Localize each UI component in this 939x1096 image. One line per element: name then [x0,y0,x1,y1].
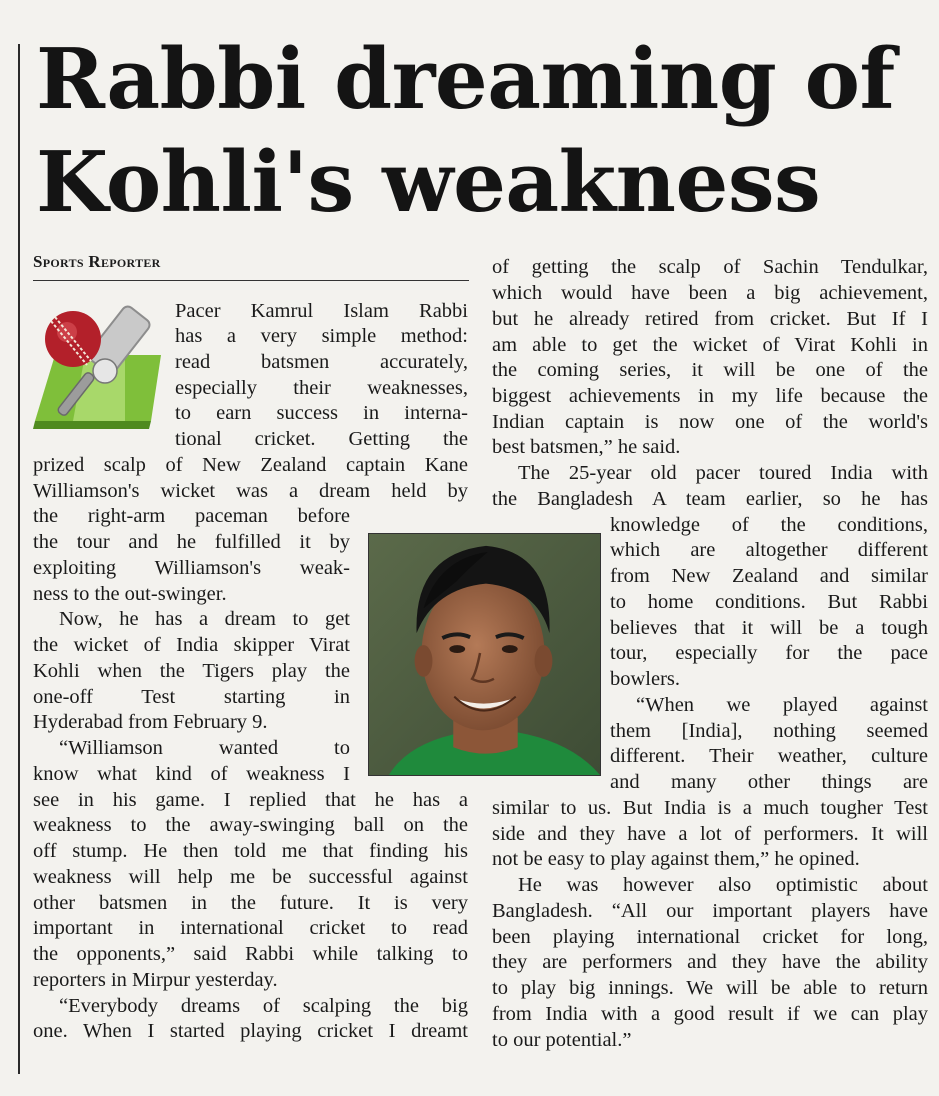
col1-line: Hyderabad from February 9. [33,711,268,734]
col2-line: side and they have a lot of performers. It will [492,822,928,845]
col1-line: especially their weaknesses, [175,376,468,399]
col1-line: prized scalp of New Zealand captain Kane [33,453,468,476]
col2-line: knowledge of the conditions, [610,513,928,536]
byline: Sports Reporter [33,252,469,281]
col2-line: which are altogether different [610,539,928,562]
col1-line: tional cricket. Getting the [175,428,468,451]
col2-line: tour, especially for the pace [610,642,928,665]
col2-line: been playing international cricket for long, [492,925,928,948]
col1-line: reporters in Mirpur yesterday. [33,968,278,991]
col1-line: exploiting Williamson's weak- [33,556,350,579]
col2-line: similar to us. But India is a much tougher Test [492,796,928,819]
col1-line: the tour and he fulfilled it by [33,531,350,554]
col1-line: know what kind of weakness I [33,762,350,785]
col1-line: read batsmen accurately, [175,351,468,373]
col2-line: Indian captain is now one of the world's [492,410,928,433]
headline-line-2: Kohli's weakness [36,133,821,231]
col2-line: the coming series, it will be one of the [492,359,928,382]
col1-line: “Williamson wanted to [59,737,350,760]
col1-line: weakness will help me be successful against [33,865,468,888]
col2-line: to home conditions. But Rabbi [610,590,928,613]
col1-line: one. When I started playing cricket I dreamt [33,1020,468,1043]
col2-line: from New Zealand and similar [610,565,928,588]
col1-line: weakness to the away-swinging ball on the [33,814,468,837]
col1-line: “Everybody dreams of scalping the big [59,994,468,1017]
col1-line: Kohli when the Tigers play the [33,659,350,682]
col1-line: to earn success in interna- [175,402,468,425]
col2-line: The 25-year old pacer toured India with [518,462,928,485]
col2-line: am able to get the wicket of Virat Kohli in [492,333,928,356]
col1-line: off stump. He then told me that finding his [33,840,468,863]
col2-line: believes that it will be a tough [610,616,928,639]
col2-line: best batsmen,” he said. [492,436,681,459]
cricket-ball-bat-icon [33,303,168,433]
col1-line: has a very simple method: [175,325,468,348]
col1-line: Pacer Kamrul Islam Rabbi [175,299,468,322]
col2-line: the Bangladesh A team earlier, so he has [492,487,928,510]
col2-line: to play big innings. We will be able to return [492,977,928,1000]
headline [36,28,931,234]
col1-line: the wicket of India skipper Virat [33,634,350,657]
col1-line: important in international cricket to read [33,917,468,940]
col1-line: one-off Test starting in [33,685,350,708]
col1-line: ness to the out-swinger. [33,582,227,605]
col2-line: and many other things are [610,771,928,794]
col2-line: they are performers and they have the ability [492,951,928,974]
col2-line: from India with a good result if we can play [492,1002,928,1025]
col2-line: He was however also optimistic about [518,874,928,897]
col2-line: of getting the scalp of Sachin Tendulkar, [492,256,928,279]
col1-line: see in his game. I replied that he has a [33,788,468,811]
col2-line: biggest achievements in my life because the [492,384,928,407]
col1-line: Now, he has a dream to get [59,608,350,631]
player-photo [368,533,601,776]
col2-line: but he already retired from cricket. But If I [492,307,928,330]
col2-line: Bangladesh. “All our important players have [492,899,928,922]
col2-line: bowlers. [610,668,681,691]
col1-line: the right-arm paceman before [33,505,350,528]
col1-line: Williamson's wicket was a dream held by [33,479,468,502]
col1-line: the opponents,” said Rabbi while talking to [33,943,468,966]
col2-line: “When we played against [636,693,928,716]
headline-line-1: Rabbi dreaming of [36,30,895,128]
col2-line: different. Their weather, culture [610,745,928,768]
col2-line: them [India], nothing seemed [610,719,928,742]
col2-line: which would have been a big achievement, [492,282,928,305]
col2-line: to our potential.” [492,1028,632,1051]
col1-line: other batsmen in the future. It is very [33,891,468,914]
left-column-rule [18,44,20,1074]
col2-line: not be easy to play against them,” he opined. [492,848,860,871]
